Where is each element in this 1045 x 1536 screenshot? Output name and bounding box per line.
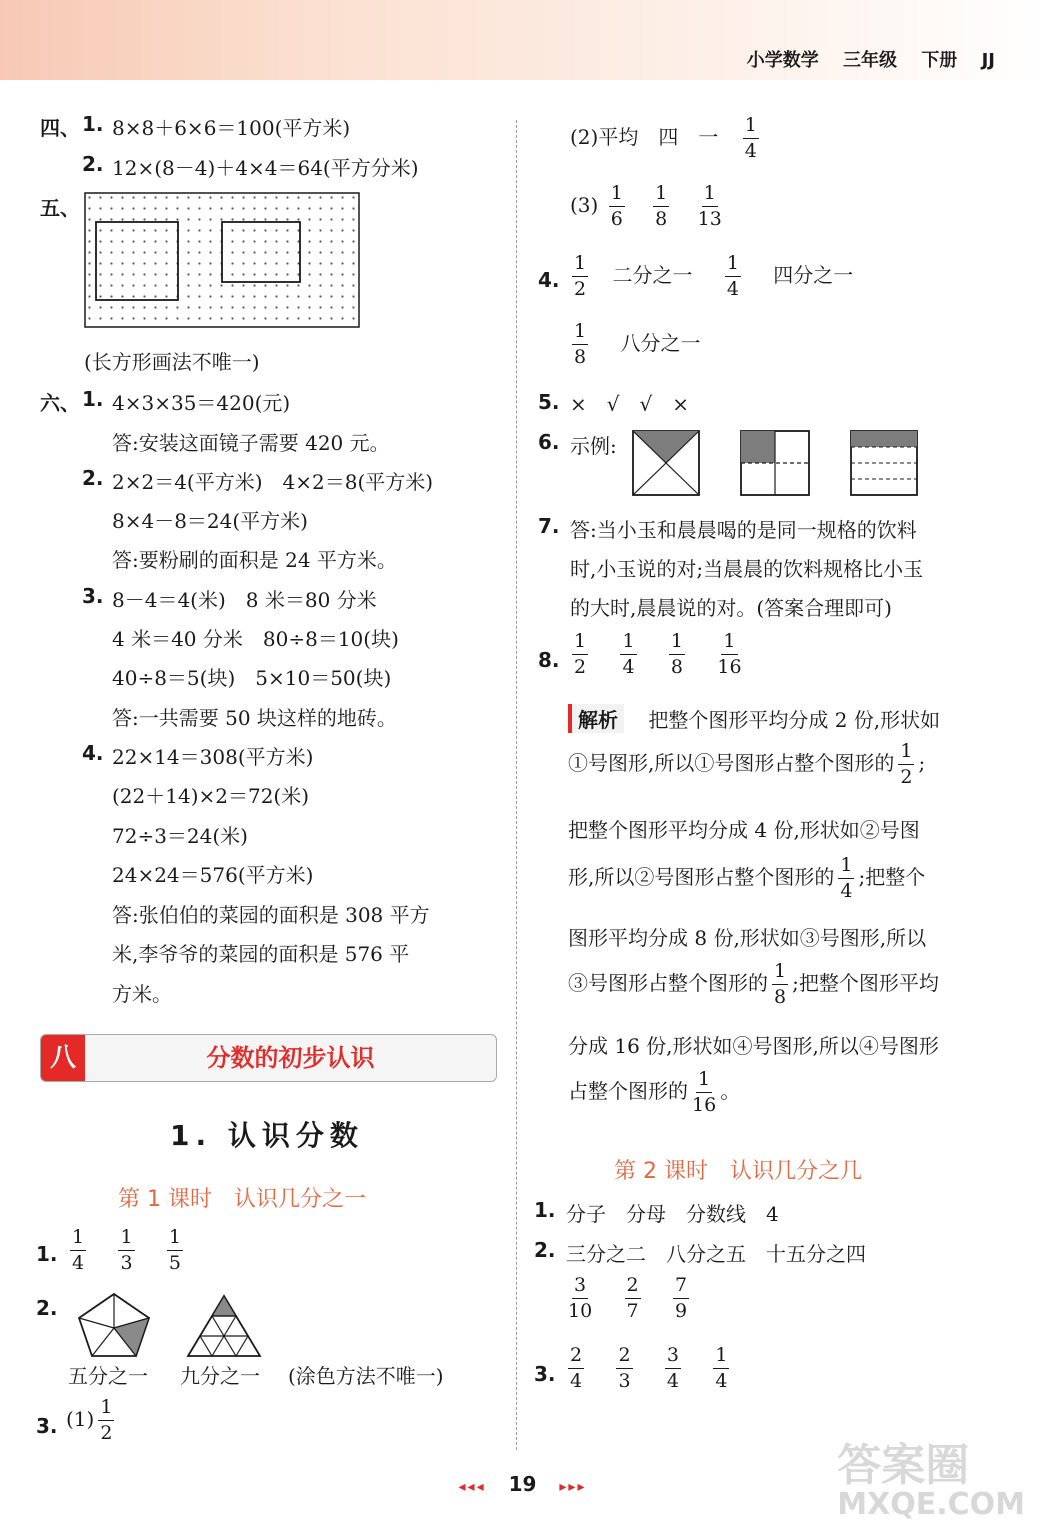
l2-q1-num: 1. [534, 1198, 556, 1222]
analysis-line-2 [568, 742, 925, 787]
fraction: $\frac{1}{13}$ [697, 182, 722, 230]
fraction: $\frac{2}{4}$ [570, 1344, 583, 1392]
q6-3-line: 8－4＝4(米) 8 米＝80 分米 [112, 588, 377, 612]
q6-3-line: 4 米＝40 分米 80÷8＝10(块) [112, 627, 399, 651]
l2-q2-text: 三分之二 八分之五 十五分之四 [566, 1242, 866, 1266]
l1-q3-answer [66, 1398, 118, 1443]
q6-4-num: 4. [82, 741, 104, 765]
fraction: $\frac{1}{2}$ [574, 630, 587, 678]
r-q6-label: 示例: [570, 434, 617, 458]
fraction: $\frac{1}{8}$ [574, 320, 587, 368]
q6-2-num: 2. [82, 466, 104, 490]
analysis-line-3: 把整个图形平均分成 4 份,形状如②号图 [568, 818, 920, 842]
fraction: $\frac{1}{8}$ [774, 960, 787, 1008]
fraction: $\frac{1}{4}$ [72, 1226, 85, 1274]
example-square-2 [740, 430, 812, 496]
header-subject: 小学数学 [746, 50, 819, 71]
fraction: $\frac{1}{2}$ [900, 740, 913, 788]
r-q7-num: 7. [538, 514, 560, 538]
q4-1-num: 1. [82, 112, 104, 136]
q6-3-num: 3. [82, 584, 104, 608]
analysis-line-7: 分成 16 份,形状如④号图形,所以④号图形 [568, 1034, 939, 1058]
analysis-text: 。 [720, 1079, 741, 1103]
column-divider [516, 120, 517, 1450]
r-q5-num: 5. [538, 390, 560, 414]
header-volume: 下册 [921, 50, 958, 71]
fraction: $\frac{1}{8}$ [655, 182, 668, 230]
q4-1-text: 8×8＋6×6＝100(平方米) [112, 116, 351, 140]
q6-2-line: 8×4－8＝24(平方米) [112, 509, 308, 533]
analysis-text: 形,所以②号图形占整个图形的 [568, 865, 835, 889]
analysis-line-8 [568, 1070, 740, 1115]
triangle-figure [184, 1292, 264, 1360]
r-q3-3 [570, 184, 726, 229]
analysis-text: ;把整个 [858, 865, 926, 889]
r-q3-3-prefix: (3) [570, 193, 599, 217]
q6-4-line: 72÷3＝24(米) [112, 824, 248, 848]
q6-1-num: 1. [82, 387, 104, 411]
q4-2-num: 2. [82, 152, 104, 176]
lesson-2-title: 第 2 课时 认识几分之几 [614, 1159, 862, 1184]
fraction: $\frac{1}{4}$ [715, 1344, 728, 1392]
r-q7-line: 时,小玉说的对;当晨晨的饮料规格比小玉 [570, 557, 924, 581]
fraction: $\frac{1}{16}$ [717, 630, 742, 678]
q6-4-answer: 米,李爷爷的菜园的面积是 576 平 [112, 942, 410, 966]
section-4-label: 四、 [40, 116, 80, 140]
q6-4-answer: 方米。 [112, 982, 172, 1006]
fraction: $\frac{1}{4}$ [744, 114, 757, 162]
l2-q2-fractions [564, 1276, 693, 1321]
section-5-label: 五、 [40, 196, 80, 220]
analysis-text: ③号图形占整个图形的 [568, 971, 768, 995]
dot-grid-figure [84, 192, 362, 330]
analysis-line-5: 图形平均分成 8 份,形状如③号图形,所以 [568, 926, 927, 950]
header-edition: JJ [981, 50, 995, 71]
r-q7-line: 答:当小玉和晨晨喝的是同一规格的饮料 [570, 518, 917, 542]
r-q4-row1 [568, 254, 853, 299]
section-6-label: 六、 [40, 391, 80, 415]
analysis-text: ①号图形,所以①号图形占整个图形的 [568, 751, 895, 775]
fraction: $\frac{1}{8}$ [670, 630, 683, 678]
watermark [837, 1440, 1025, 1522]
l1-q3-num: 3. [36, 1414, 58, 1438]
q6-4-answer: 答:张伯伯的菜园的面积是 308 平方 [112, 903, 430, 927]
analysis-line-4 [568, 856, 925, 901]
l1-q2-label-a: 五分之一 [68, 1364, 148, 1388]
q6-3-answer: 答:一共需要 50 块这样的地砖。 [112, 706, 397, 730]
analysis-line-1 [568, 704, 940, 733]
r-q4-word: 二分之一 [612, 263, 693, 287]
fraction: $\frac{3}{4}$ [666, 1344, 679, 1392]
analysis-text: ; [918, 751, 926, 775]
r-q3-2-text: (2)平均 四 一 [570, 125, 719, 149]
q6-1-answer: 答:安装这面镜子需要 420 元。 [112, 431, 390, 455]
r-q4-word: 八分之一 [620, 331, 701, 355]
q6-2-line: 2×2＝4(平方米) 4×2＝8(平方米) [112, 470, 434, 494]
fraction: $\frac{1}{4}$ [726, 252, 739, 300]
fraction: $\frac{7}{9}$ [675, 1274, 688, 1322]
analysis-tag: 解析 [568, 704, 624, 733]
watermark-text: 答案圈 [837, 1440, 970, 1491]
l1-q2-num: 2. [36, 1296, 58, 1320]
r-q3-2 [570, 116, 763, 161]
r-q6-num: 6. [538, 430, 560, 454]
r-q4-word: 四分之一 [773, 263, 854, 287]
r-q5-marks: × √ √ × [570, 392, 690, 416]
fraction: $\frac{3}{10}$ [568, 1274, 593, 1322]
q6-3-line: 40÷8＝5(块) 5×10＝50(块) [112, 666, 392, 690]
chapter-title: 分数的初步认识 [206, 1044, 375, 1072]
analysis-text: ;把整个图形平均 [792, 971, 939, 995]
fraction: $\frac{2}{3}$ [618, 1344, 631, 1392]
page-number-text: 19 [508, 1472, 537, 1496]
analysis-text: 把整个图形平均分成 2 份,形状如 [648, 708, 941, 732]
example-square-3 [850, 430, 920, 496]
right-arrows-icon: ▸▸▸ [559, 1479, 587, 1495]
fraction: $\frac{1}{6}$ [610, 182, 623, 230]
r-q8-num: 8. [538, 648, 560, 672]
q5-note: (长方形画法不唯一) [84, 350, 260, 374]
l1-q3-prefix: (1) [66, 1407, 95, 1431]
fraction: $\frac{1}{4}$ [622, 630, 635, 678]
section-title: 1. 认识分数 [170, 1119, 364, 1152]
r-q4-row2 [568, 322, 700, 367]
l1-q1-num: 1. [36, 1242, 58, 1266]
l1-q1-fractions [66, 1228, 187, 1273]
page-header [729, 46, 995, 72]
l2-q3-num: 3. [534, 1362, 556, 1386]
pentagon-figure [74, 1290, 154, 1360]
fraction: $\frac{1}{2}$ [100, 1396, 113, 1444]
chapter-banner [40, 1034, 497, 1082]
example-square-1 [632, 430, 702, 496]
fraction: $\frac{1}{5}$ [168, 1226, 181, 1274]
fraction: $\frac{2}{7}$ [626, 1274, 639, 1322]
r-q7-line: 的大时,晨晨说的对。(答案合理即可) [570, 596, 892, 620]
fraction: $\frac{1}{3}$ [120, 1226, 133, 1274]
q6-2-answer: 答:要粉刷的面积是 24 平方米。 [112, 548, 397, 572]
fraction: $\frac{1}{2}$ [574, 252, 587, 300]
header-grade: 三年级 [843, 50, 898, 71]
q6-1-line: 4×3×35＝420(元) [112, 391, 291, 415]
q6-4-line: 22×14＝308(平方米) [112, 745, 314, 769]
l2-q3-fractions [564, 1346, 733, 1391]
l1-q2-label-b: 九分之一 [180, 1364, 260, 1388]
r-q4-num: 4. [538, 268, 560, 292]
chapter-number: 八 [41, 1035, 85, 1081]
analysis-line-6 [568, 962, 939, 1007]
l2-q2-num: 2. [534, 1238, 556, 1262]
analysis-text: 占整个图形的 [568, 1079, 688, 1103]
q6-4-line: 24×24＝576(平方米) [112, 863, 314, 887]
l2-q1-text: 分子 分母 分数线 4 [566, 1202, 779, 1226]
l1-q2-note: (涂色方法不唯一) [288, 1364, 444, 1388]
fraction: $\frac{1}{4}$ [840, 854, 853, 902]
fraction: $\frac{1}{16}$ [692, 1068, 717, 1116]
watermark-url: MXQE.COM [837, 1487, 1025, 1522]
r-q8-fractions [568, 632, 746, 677]
q6-4-line: (22＋14)×2＝72(米) [112, 784, 310, 808]
left-arrows-icon: ◂◂◂ [458, 1479, 486, 1495]
lesson-1-title: 第 1 课时 认识几分之一 [118, 1187, 366, 1212]
q4-2-text: 12×(8－4)＋4×4＝64(平方分米) [112, 156, 419, 180]
